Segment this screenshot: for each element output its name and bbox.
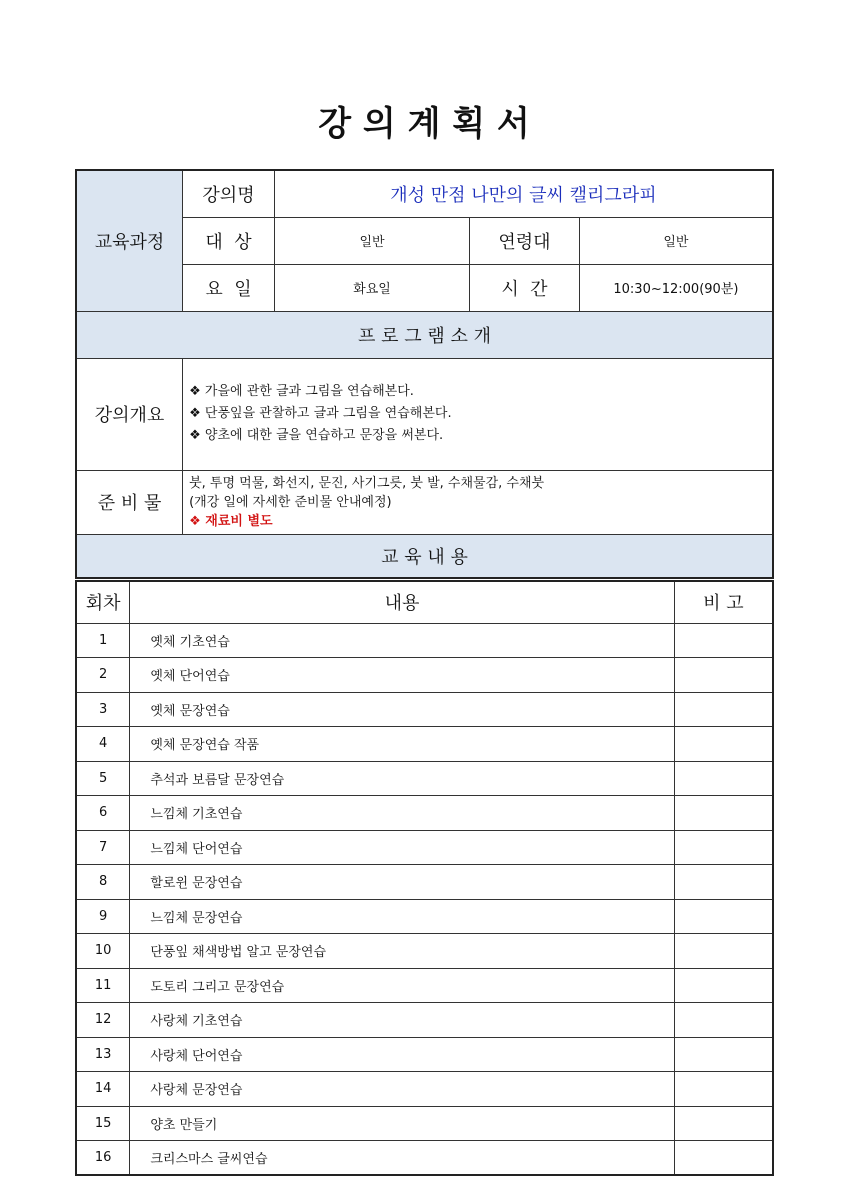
day-value: 화요일: [274, 264, 469, 311]
table-row: [76, 865, 773, 900]
schedule-header-session: 회차: [76, 581, 130, 623]
session-content: 할로윈 문장연습: [130, 865, 674, 900]
session-number: 6: [76, 796, 130, 831]
session-note: [674, 830, 773, 865]
page-title: 강 의 계 획 서: [318, 104, 530, 144]
session-number: 12: [76, 1003, 130, 1038]
session-note: [674, 1072, 773, 1107]
session-number: 16: [76, 1141, 130, 1176]
schedule-header-note: 비 고: [674, 581, 773, 623]
table-row: [76, 623, 773, 658]
overview-item: ❖ 양초에 대한 글을 연습하고 문장을 써본다.: [189, 428, 444, 443]
materials-fee: ❖ 재료비 별도: [189, 513, 273, 529]
materials-label: 준 비 물: [76, 470, 183, 534]
session-note: [674, 692, 773, 727]
session-note: [674, 1003, 773, 1038]
session-content: 옛체 문장연습: [130, 692, 674, 727]
session-note: [674, 623, 773, 658]
session-content: 양초 만들기: [130, 1106, 674, 1141]
table-row: [76, 1037, 773, 1072]
schedule-table: [75, 580, 774, 1176]
overview-label: 강의개요: [76, 358, 183, 470]
session-number: 14: [76, 1072, 130, 1107]
course-info-table: [75, 169, 774, 579]
session-note: [674, 899, 773, 934]
session-note: [674, 934, 773, 969]
schedule-header-content: 내용: [130, 581, 674, 623]
age-label: 연령대: [470, 217, 580, 264]
table-row: [76, 1106, 773, 1141]
session-number: 10: [76, 934, 130, 969]
time-value: 10:30~12:00(90분): [579, 264, 773, 311]
session-note: [674, 761, 773, 796]
session-number: 2: [76, 658, 130, 693]
target-value: 일반: [274, 217, 469, 264]
session-content: 크리스마스 글씨연습: [130, 1141, 674, 1176]
session-number: 4: [76, 727, 130, 762]
session-content: 도토리 그리고 문장연습: [130, 968, 674, 1003]
table-row: [76, 796, 773, 831]
table-row: [76, 692, 773, 727]
session-note: [674, 727, 773, 762]
session-content: 옛체 문장연습 작품: [130, 727, 674, 762]
session-content: 느낌체 단어연습: [130, 830, 674, 865]
table-row: [76, 727, 773, 762]
table-row: [76, 1072, 773, 1107]
table-row: [76, 899, 773, 934]
time-label: 시 간: [470, 264, 580, 311]
session-content: 단풍잎 채색방법 알고 문장연습: [130, 934, 674, 969]
session-number: 3: [76, 692, 130, 727]
table-row: [76, 658, 773, 693]
session-content: 추석과 보름달 문장연습: [130, 761, 674, 796]
day-label: 요 일: [183, 264, 275, 311]
session-note: [674, 968, 773, 1003]
session-content: 느낌체 문장연습: [130, 899, 674, 934]
table-row: [76, 1141, 773, 1176]
session-number: 13: [76, 1037, 130, 1072]
overview-content: [183, 358, 773, 470]
session-note: [674, 1141, 773, 1176]
table-row: [76, 968, 773, 1003]
overview-item: ❖ 가을에 관한 글과 그림을 연습해본다.: [189, 384, 414, 399]
session-note: [674, 1037, 773, 1072]
session-number: 15: [76, 1106, 130, 1141]
session-note: [674, 658, 773, 693]
session-number: 7: [76, 830, 130, 865]
materials-content: [183, 470, 773, 534]
session-number: 11: [76, 968, 130, 1003]
program-intro-header: 프 로 그 램 소 개: [76, 311, 773, 358]
course-section-label: 교육과정: [76, 170, 183, 311]
session-content: 옛체 단어연습: [130, 658, 674, 693]
overview-item: ❖ 단풍잎을 관찰하고 글과 그림을 연습해본다.: [189, 406, 452, 421]
session-content: 사랑체 기초연습: [130, 1003, 674, 1038]
table-row: [76, 934, 773, 969]
table-row: [76, 1003, 773, 1038]
session-note: [674, 865, 773, 900]
session-number: 5: [76, 761, 130, 796]
session-content: 사랑체 단어연습: [130, 1037, 674, 1072]
session-number: 1: [76, 623, 130, 658]
age-value: 일반: [579, 217, 773, 264]
course-name-label: 강의명: [183, 170, 275, 217]
session-note: [674, 796, 773, 831]
session-number: 8: [76, 865, 130, 900]
session-note: [674, 1106, 773, 1141]
session-content: 느낌체 기초연습: [130, 796, 674, 831]
course-name: 개성 만점 나만의 글씨 캘리그라피: [274, 170, 773, 217]
schedule-body: [76, 623, 773, 1175]
materials-line: 붓, 투명 먹물, 화선지, 문진, 사기그릇, 붓 발, 수채물감, 수채붓: [189, 475, 545, 491]
table-row: [76, 761, 773, 796]
session-content: 사랑체 문장연습: [130, 1072, 674, 1107]
target-label: 대 상: [183, 217, 275, 264]
session-content: 옛체 기초연습: [130, 623, 674, 658]
education-content-header: 교 육 내 용: [76, 534, 773, 578]
session-number: 9: [76, 899, 130, 934]
materials-note: (개강 일에 자세한 준비물 안내예정): [189, 494, 392, 510]
table-row: [76, 830, 773, 865]
